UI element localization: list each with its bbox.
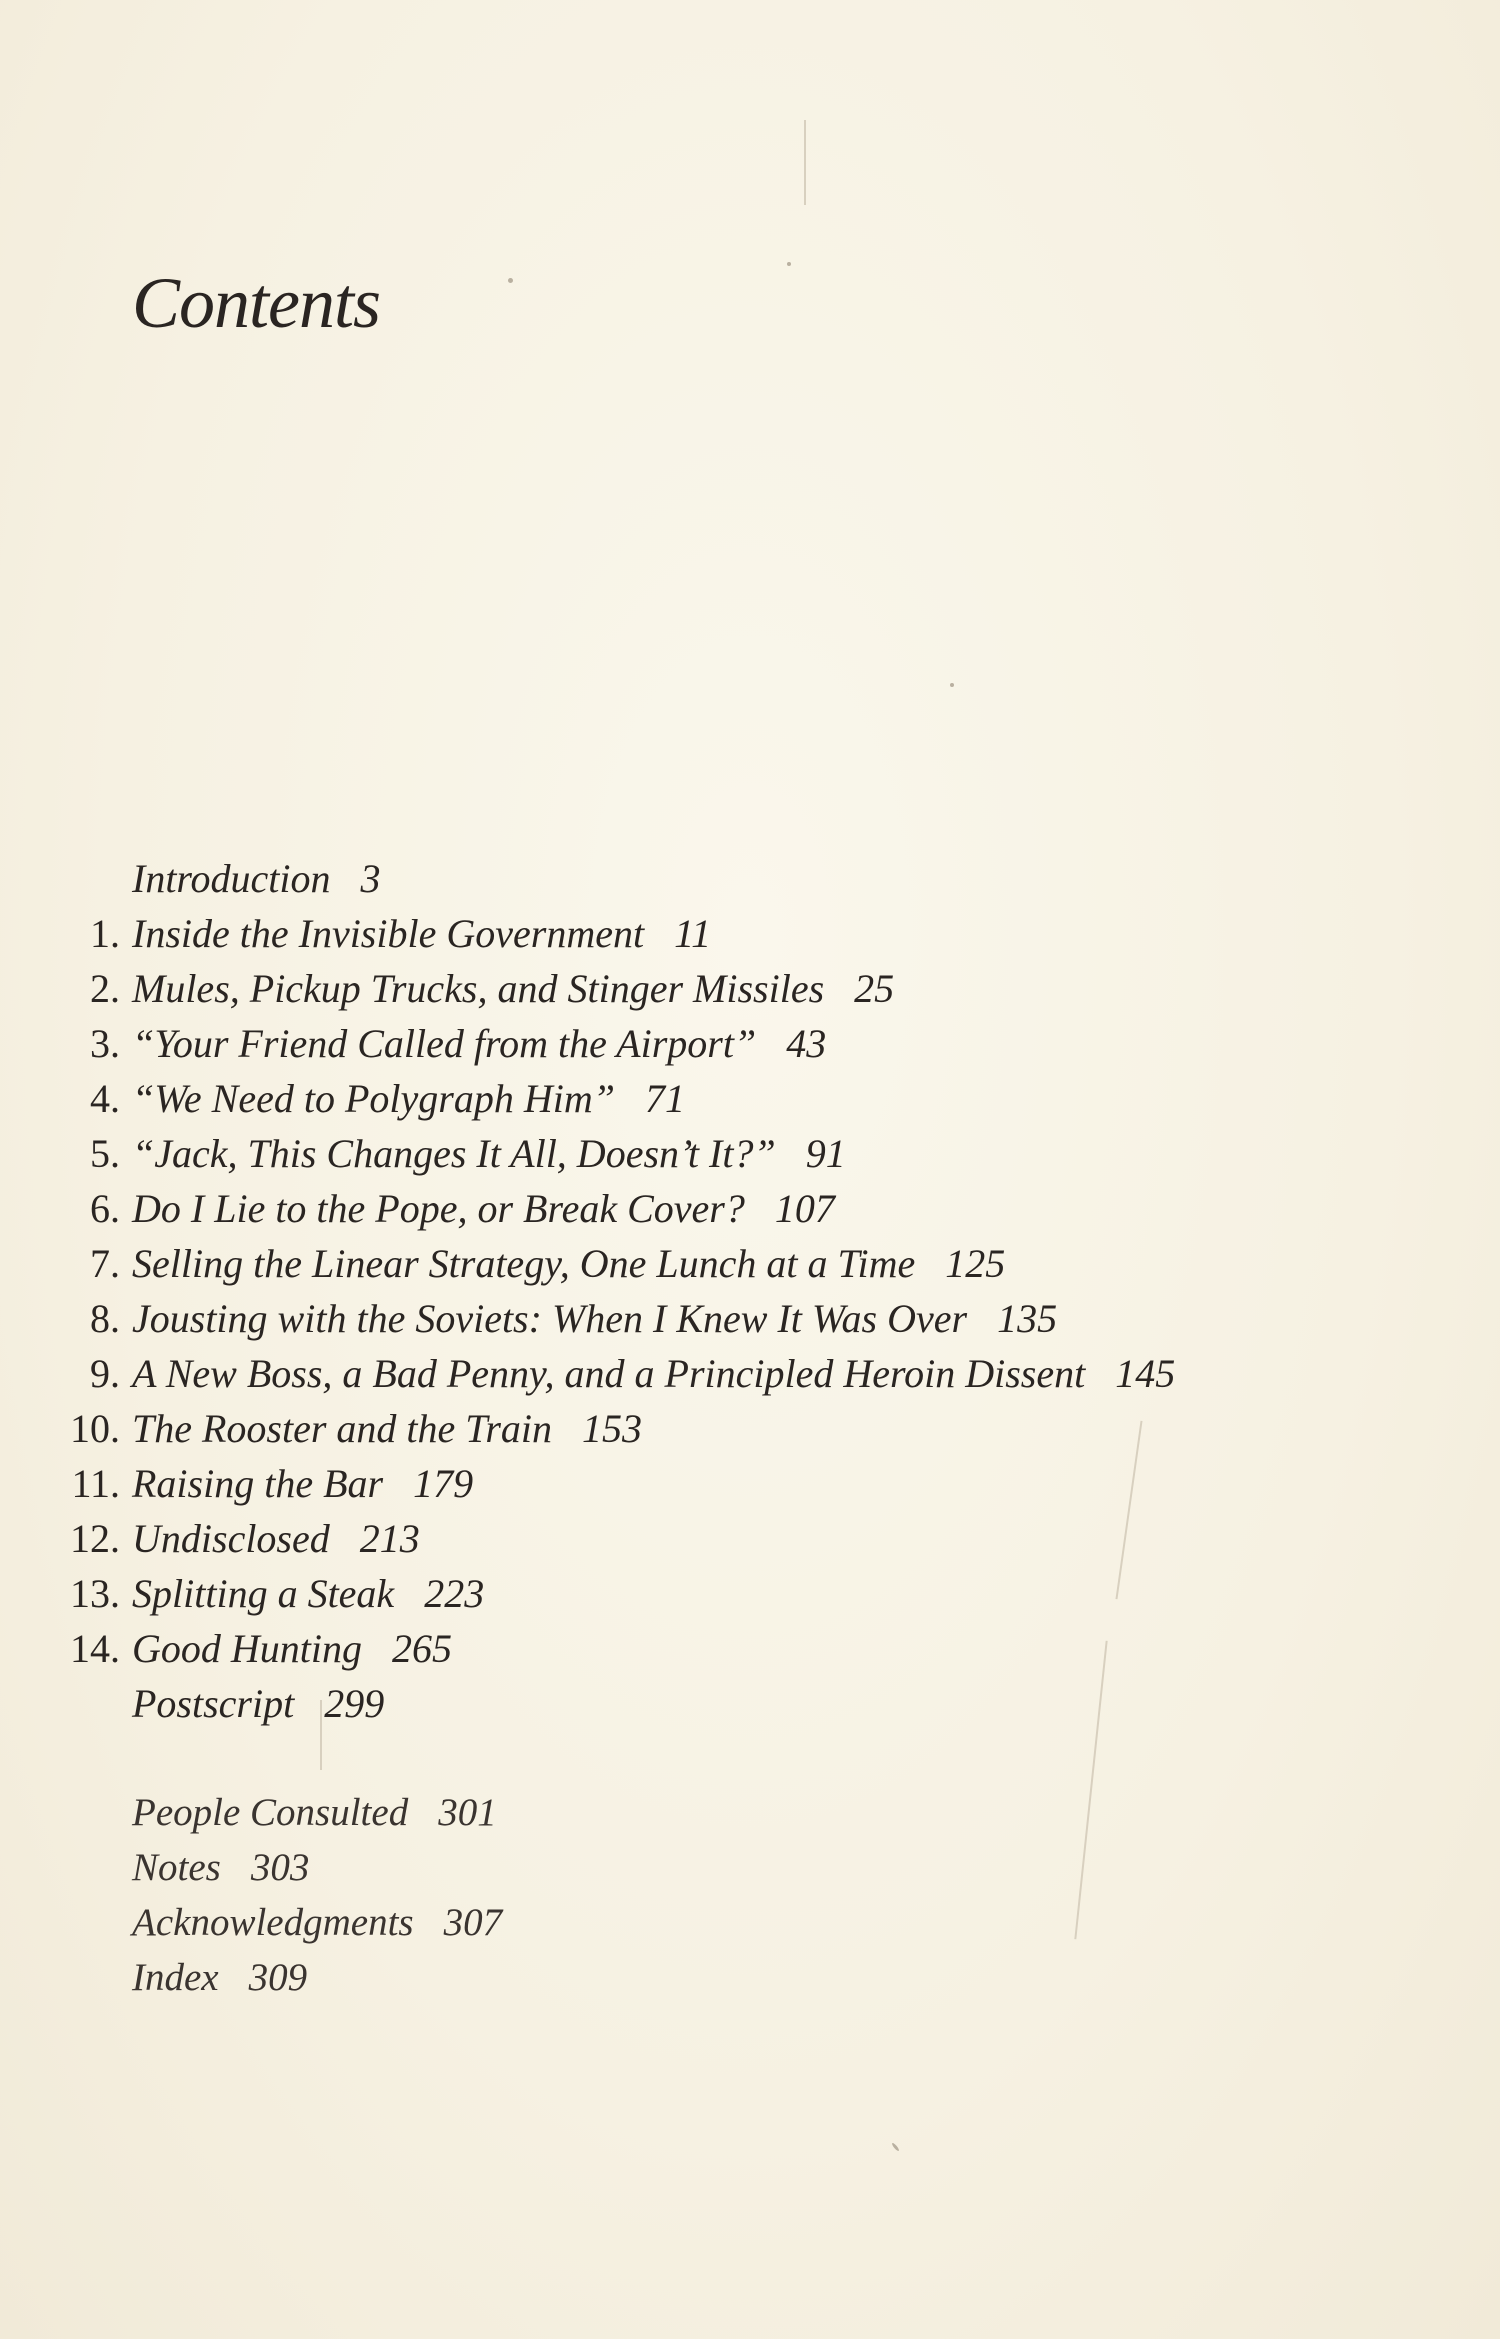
toc-entry-page: 303 xyxy=(250,1846,310,1889)
toc-entry-back-matter xyxy=(132,1845,309,1890)
toc-entry-chapter xyxy=(42,1405,642,1452)
toc-entry-chapter xyxy=(42,1075,685,1122)
toc-entry-title: Do I Lie to the Pope, or Break Cover? xyxy=(132,1186,745,1231)
toc-entry-chapter xyxy=(42,1460,473,1507)
toc-entry-title: Acknowledgments xyxy=(132,1901,414,1944)
toc-entry-back-matter xyxy=(132,1900,502,1945)
toc-entry-title: A New Boss, a Bad Penny, and a Principled Heroin Dissent xyxy=(132,1351,1086,1396)
toc-chapter-number: 4. xyxy=(90,1076,120,1121)
toc-entry-page: 301 xyxy=(438,1791,497,1834)
toc-entry-title: Postscript xyxy=(132,1681,295,1726)
toc-entry-title: Introduction xyxy=(132,856,331,901)
paper-speck xyxy=(950,683,954,687)
toc-entry-title: Mules, Pickup Trucks, and Stinger Missiles xyxy=(132,966,825,1011)
toc-entry-chapter xyxy=(42,1570,484,1617)
toc-entry-title: People Consulted xyxy=(132,1791,409,1834)
toc-entry-title: Notes xyxy=(132,1846,221,1889)
toc-entry-back-matter xyxy=(132,1790,497,1835)
toc-entry-title: Splitting a Steak xyxy=(132,1571,395,1616)
toc-entry-title: Index xyxy=(132,1956,219,1999)
toc-entry-chapter xyxy=(42,910,711,957)
toc-entry-chapter xyxy=(42,1185,835,1232)
toc-entry-page: 307 xyxy=(443,1901,503,1944)
toc-entry-page: 223 xyxy=(424,1571,485,1616)
toc-entry-title: “Your Friend Called from the Airport” xyxy=(132,1021,757,1066)
toc-entry-page: 43 xyxy=(786,1021,827,1066)
toc-entry-chapter xyxy=(42,1515,420,1562)
toc-entry-chapter xyxy=(42,1240,1005,1287)
paper-scratch-mark xyxy=(1115,1421,1142,1600)
toc-entry-page: 3 xyxy=(360,856,381,901)
toc-entry-introduction xyxy=(132,855,381,902)
toc-entry-title: “Jack, This Changes It All, Doesn’t It?” xyxy=(132,1131,776,1176)
toc-chapter-number: 10. xyxy=(70,1406,120,1451)
toc-chapter-number: 11. xyxy=(71,1461,120,1506)
paper-speck xyxy=(508,278,513,283)
toc-entry-page: 153 xyxy=(582,1406,643,1451)
toc-entry-page: 135 xyxy=(997,1296,1058,1341)
toc-entry-title: “We Need to Polygraph Him” xyxy=(132,1076,615,1121)
toc-entry-chapter xyxy=(42,1295,1057,1342)
toc-entry-chapter xyxy=(42,1350,1175,1397)
toc-chapter-number: 8. xyxy=(90,1296,120,1341)
toc-entry-page: 11 xyxy=(674,911,712,956)
toc-entry-page: 299 xyxy=(324,1681,385,1726)
toc-entry-title: Inside the Invisible Government xyxy=(132,911,645,956)
toc-entry-page: 309 xyxy=(248,1956,308,1999)
toc-entry-page: 25 xyxy=(854,966,895,1011)
toc-entry-chapter xyxy=(42,1130,846,1177)
toc-entry-title: Good Hunting xyxy=(132,1626,362,1671)
toc-chapter-number: 2. xyxy=(90,966,120,1011)
toc-entry-back-matter xyxy=(132,1955,307,2000)
page-title: Contents xyxy=(132,263,381,343)
toc-chapter-number: 1. xyxy=(90,911,120,956)
toc-chapter-number: 9. xyxy=(90,1351,120,1396)
toc-entry-title: Undisclosed xyxy=(132,1516,330,1561)
toc-entry-chapter xyxy=(42,965,894,1012)
toc-entry-title: Jousting with the Soviets: When I Knew It Was Over xyxy=(132,1296,968,1341)
toc-chapter-number: 14. xyxy=(70,1626,120,1671)
toc-entry-page: 107 xyxy=(774,1186,835,1231)
toc-chapter-number: 5. xyxy=(90,1131,120,1176)
paper-speck xyxy=(891,2142,900,2152)
toc-entry-chapter xyxy=(42,1020,826,1067)
toc-entry-page: 213 xyxy=(359,1516,420,1561)
paper-speck xyxy=(787,262,791,266)
toc-entry-chapter xyxy=(42,1625,452,1672)
paper-scratch-mark xyxy=(804,120,806,205)
toc-entry-page: 265 xyxy=(392,1626,452,1671)
toc-chapter-number: 13. xyxy=(70,1571,120,1616)
toc-chapter-number: 12. xyxy=(70,1516,120,1561)
toc-entry-page: 91 xyxy=(805,1131,846,1176)
paper-scratch-mark xyxy=(1074,1641,1107,1940)
toc-entry-page: 71 xyxy=(644,1076,685,1121)
toc-chapter-number: 3. xyxy=(90,1021,120,1066)
toc-entry-title: Selling the Linear Strategy, One Lunch at a Time xyxy=(132,1241,916,1286)
toc-entry-page: 125 xyxy=(945,1241,1006,1286)
toc-entry-page: 145 xyxy=(1115,1351,1176,1396)
toc-entry-title: The Rooster and the Train xyxy=(132,1406,553,1451)
toc-entry-page: 179 xyxy=(413,1461,474,1506)
toc-entry-postscript xyxy=(132,1680,384,1727)
toc-chapter-number: 7. xyxy=(90,1241,120,1286)
toc-chapter-number: 6. xyxy=(90,1186,120,1231)
toc-entry-title: Raising the Bar xyxy=(132,1461,384,1506)
